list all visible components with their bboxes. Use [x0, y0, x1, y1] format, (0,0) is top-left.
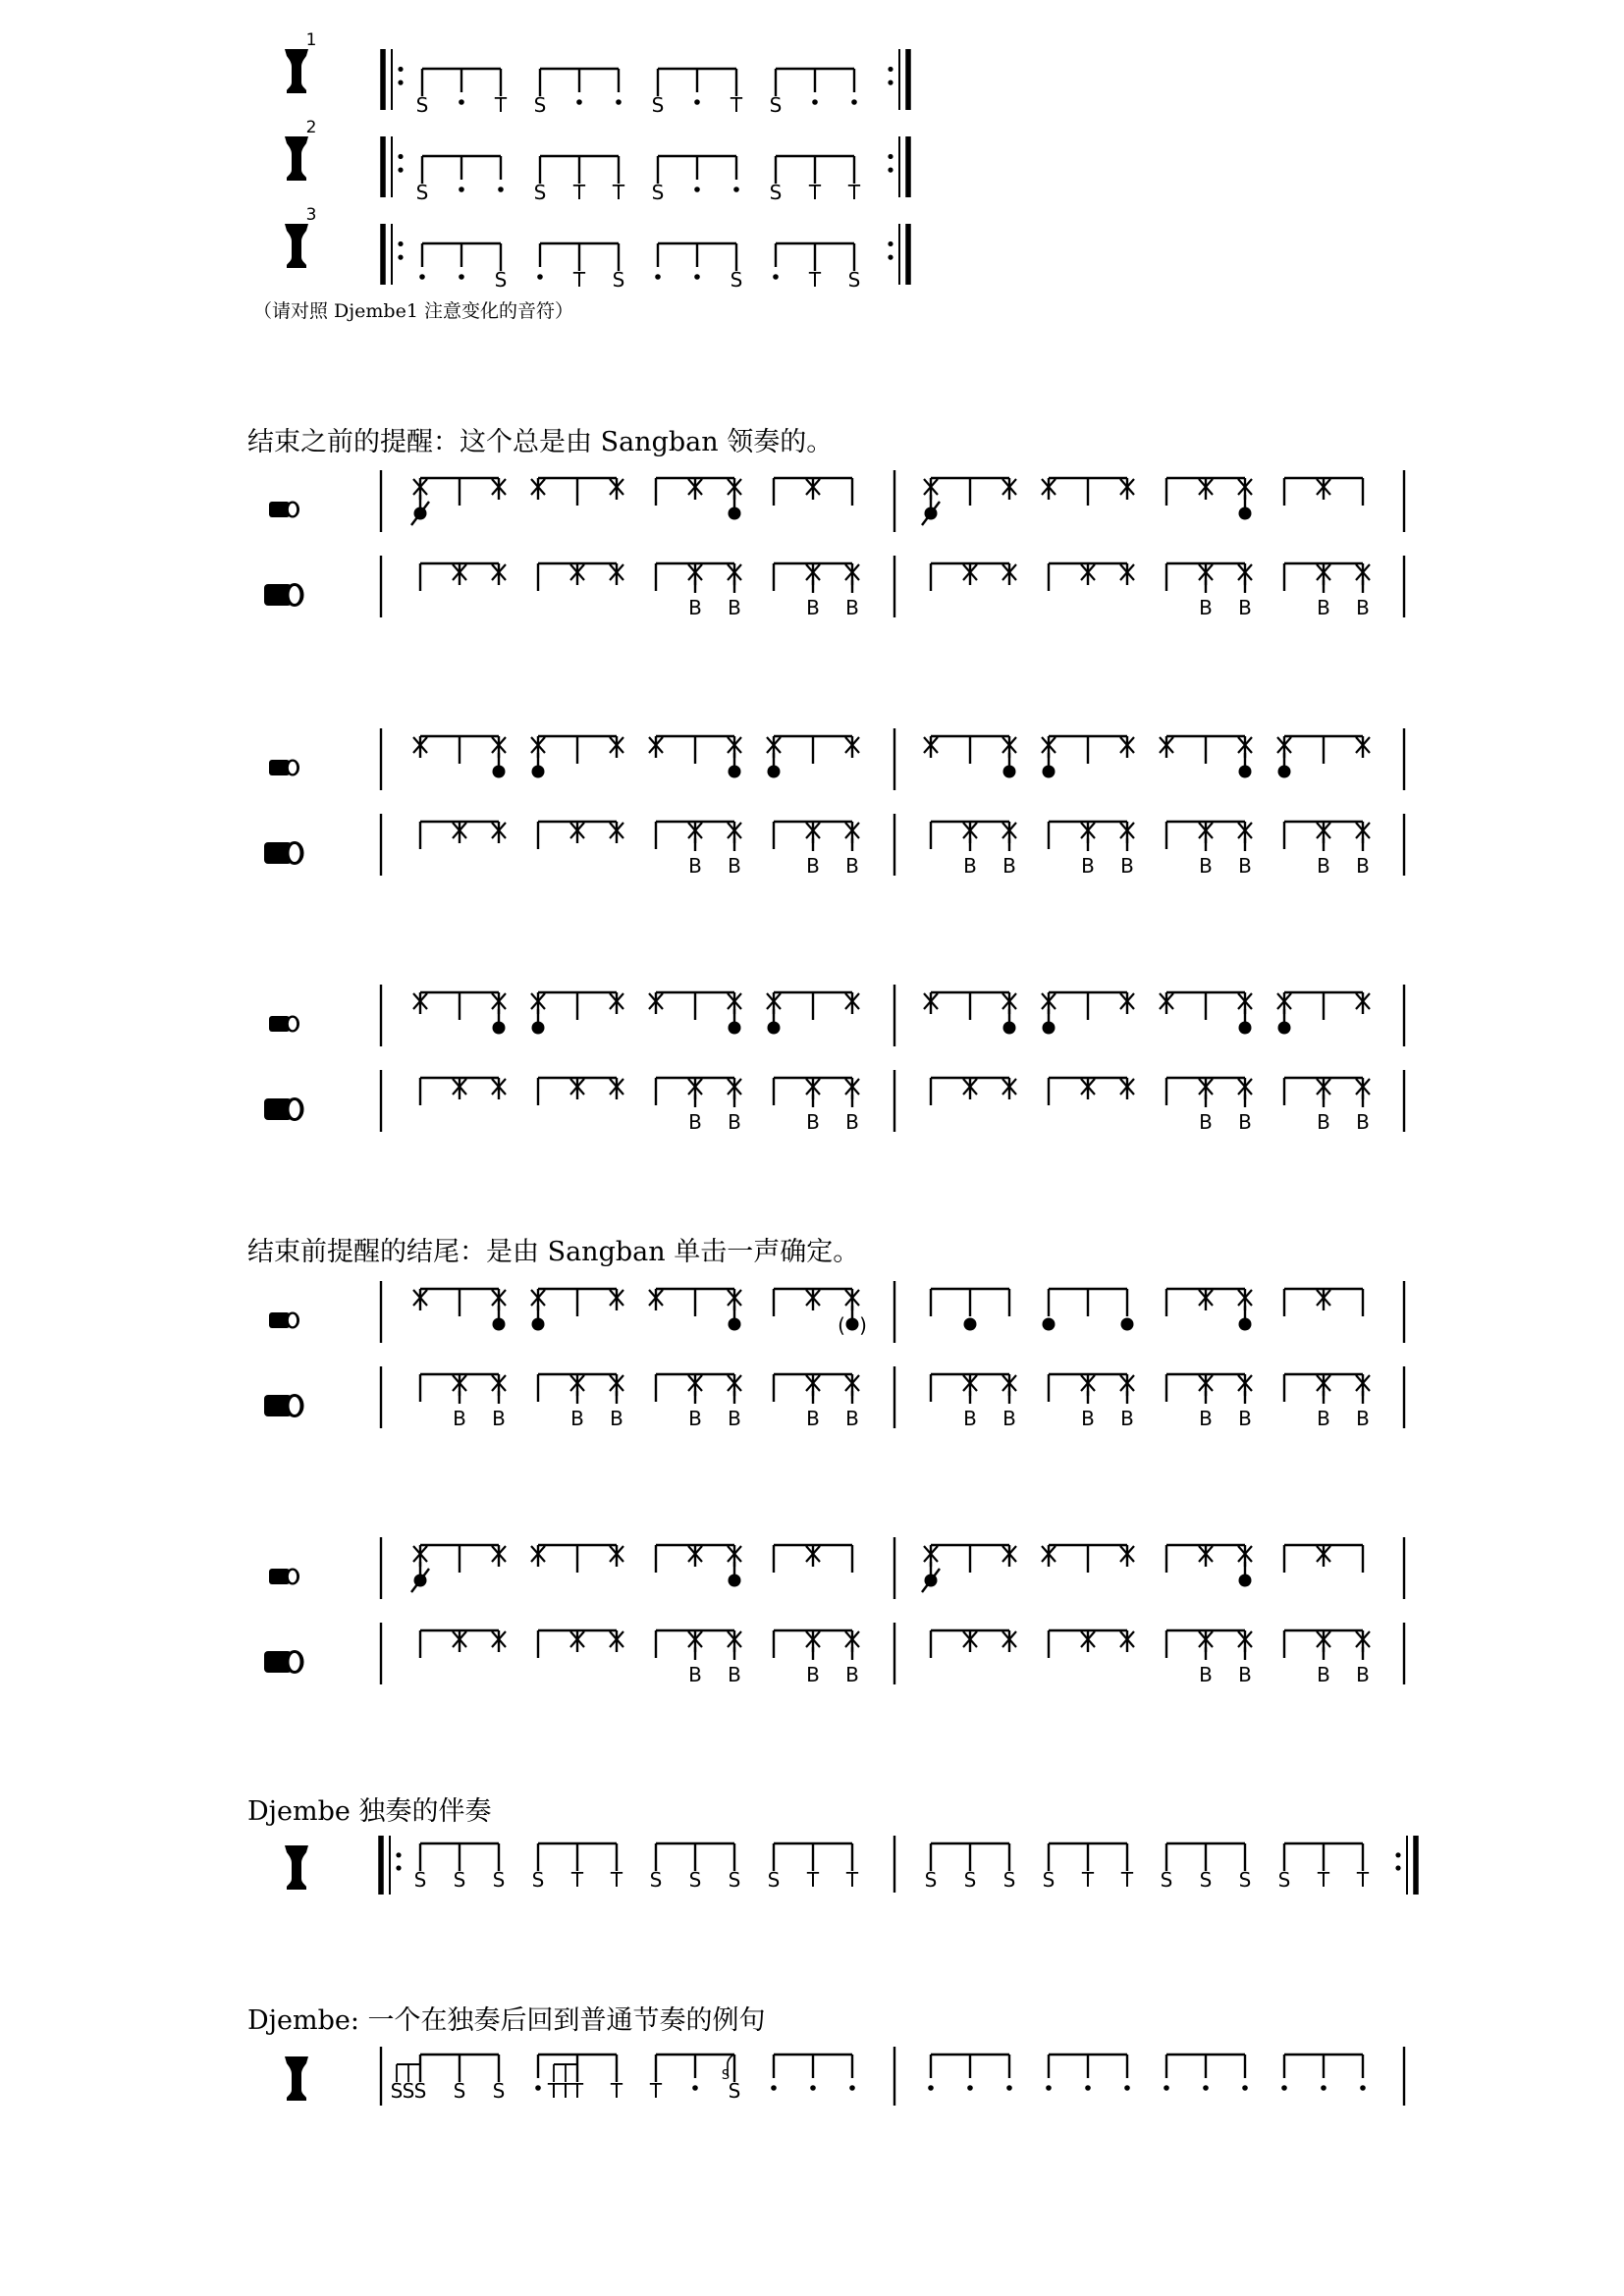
bass-letter: B — [1356, 1407, 1370, 1430]
repeat-dot — [398, 255, 403, 260]
rest-dot — [459, 274, 464, 280]
bass-letter: B — [1081, 854, 1095, 878]
rest-dot — [655, 274, 661, 280]
bass-letter: B — [806, 1110, 820, 1134]
paren: ( — [838, 1313, 845, 1337]
rest-dot — [535, 2085, 541, 2091]
bell-note — [964, 1318, 977, 1331]
dundun-icon — [264, 1650, 304, 1674]
bass-letter: B — [963, 854, 977, 878]
bell-note — [1239, 766, 1252, 778]
stroke-letter: S — [494, 268, 508, 292]
bass-letter: B — [728, 596, 741, 619]
bass-letter: B — [1199, 1407, 1213, 1430]
rest-dot — [537, 274, 543, 280]
heading-break-call: 结束之前的提醒：这个总是由 Sangban 领奏的。 — [247, 427, 834, 457]
bell-note — [768, 766, 781, 778]
rest-dot — [459, 187, 464, 192]
rest-dot — [498, 187, 504, 192]
bass-letter: B — [963, 1407, 977, 1430]
stroke-letter: S — [769, 93, 783, 117]
stroke-letter: S — [847, 268, 861, 292]
bass-letter: B — [728, 854, 741, 878]
stroke-letter: S — [402, 2079, 415, 2103]
stroke-letter: T — [808, 181, 822, 204]
stroke-letter: T — [649, 2079, 663, 2103]
bass-letter: B — [806, 1663, 820, 1686]
heading-solo-accompaniment: Djembe 独奏的伴奏 — [247, 1796, 492, 1827]
stroke-letter: T — [1081, 1868, 1095, 1892]
bass-letter: B — [1002, 1407, 1016, 1430]
stroke-letter: S — [390, 2079, 404, 2103]
bass-letter: B — [1317, 854, 1330, 878]
stroke-letter: T — [730, 93, 743, 117]
bell-note — [532, 1318, 545, 1331]
repeat-dot — [398, 67, 403, 72]
rest-dot — [1242, 2085, 1248, 2091]
rest-dot — [419, 274, 425, 280]
bass-letter: B — [845, 854, 859, 878]
stroke-letter: S — [769, 181, 783, 204]
repeat-dot — [888, 255, 893, 260]
rest-dot — [576, 99, 582, 105]
bass-letter: B — [610, 1407, 623, 1430]
bell-note — [1003, 766, 1016, 778]
djembe-icon — [285, 136, 308, 181]
bass-letter: B — [845, 1407, 859, 1430]
bell-note — [729, 507, 741, 520]
bell-note — [532, 1022, 545, 1035]
bell-note — [1278, 766, 1291, 778]
repeat-dot — [398, 241, 403, 246]
stroke-letter: T — [570, 1868, 584, 1892]
repeat-dot — [1395, 1865, 1400, 1870]
bell-note — [1043, 1318, 1056, 1331]
stroke-letter: T — [572, 268, 586, 292]
stroke-letter: S — [531, 1868, 545, 1892]
repeat-dot — [888, 67, 893, 72]
rest-dot — [928, 2085, 934, 2091]
djembe-icon — [285, 224, 308, 268]
bass-letter: B — [1356, 1110, 1370, 1134]
stroke-letter: T — [547, 2079, 561, 2103]
rest-dot — [694, 99, 700, 105]
stroke-letter: S — [1238, 1868, 1252, 1892]
sangban-icon — [269, 760, 299, 776]
stroke-letter: T — [808, 268, 822, 292]
sangban-icon — [269, 1312, 299, 1329]
bell-note — [493, 1022, 506, 1035]
stroke-letter: S — [413, 2079, 427, 2103]
dundun-icon — [264, 1394, 304, 1417]
bass-letter: B — [688, 854, 702, 878]
stroke-letter: S — [415, 181, 429, 204]
stroke-letter: S — [651, 181, 665, 204]
bell-note — [729, 1318, 741, 1331]
paren: ) — [859, 1313, 867, 1337]
bass-letter: B — [728, 1407, 741, 1430]
bass-letter: B — [806, 854, 820, 878]
bell-note — [1043, 766, 1056, 778]
bass-letter: B — [1317, 596, 1330, 619]
rest-dot — [1124, 2085, 1130, 2091]
bass-letter: B — [688, 596, 702, 619]
stroke-letter: S — [453, 2079, 466, 2103]
stroke-letter: T — [847, 181, 861, 204]
bass-letter: B — [845, 1110, 859, 1134]
rest-dot — [849, 2085, 855, 2091]
stroke-letter: S — [728, 2079, 741, 2103]
sangban-icon — [269, 502, 299, 518]
stroke-letter: S — [492, 2079, 506, 2103]
repeat-dot — [1395, 1852, 1400, 1857]
bass-letter: B — [728, 1663, 741, 1686]
bass-letter: B — [1356, 854, 1370, 878]
stroke-letter: T — [559, 2079, 572, 2103]
stroke-letter: S — [730, 268, 743, 292]
rest-dot — [851, 99, 857, 105]
rest-dot — [616, 99, 622, 105]
bell-note — [1239, 1575, 1252, 1587]
bell-note — [1043, 1022, 1056, 1035]
bass-letter: B — [1356, 1663, 1370, 1686]
bass-letter: B — [1238, 1407, 1252, 1430]
dundun-icon — [264, 583, 304, 607]
stroke-letter: S — [533, 93, 547, 117]
bass-letter: B — [1238, 1110, 1252, 1134]
stroke-letter: S — [649, 1868, 663, 1892]
bass-letter: B — [1120, 854, 1134, 878]
stroke-letter: S — [728, 1868, 741, 1892]
rest-dot — [1046, 2085, 1052, 2091]
variation-number: 2 — [305, 118, 317, 137]
stroke-letter: S — [1160, 1868, 1173, 1892]
variation-number: 3 — [305, 205, 317, 225]
grace-letter: S — [721, 2068, 731, 2083]
rest-dot — [773, 274, 779, 280]
rest-dot — [459, 99, 464, 105]
bass-letter: B — [1356, 596, 1370, 619]
bass-letter: B — [1120, 1407, 1134, 1430]
bell-note — [1239, 1022, 1252, 1035]
stroke-letter: S — [1042, 1868, 1056, 1892]
rest-dot — [1360, 2085, 1366, 2091]
bell-note — [1239, 1318, 1252, 1331]
sangban-icon — [269, 1569, 299, 1585]
bass-letter: B — [1317, 1407, 1330, 1430]
bell-note — [729, 1575, 741, 1587]
rest-dot — [694, 187, 700, 192]
bass-letter: B — [1199, 1663, 1213, 1686]
bass-letter: B — [845, 1663, 859, 1686]
bass-letter: B — [806, 1407, 820, 1430]
bell-note — [1121, 1318, 1134, 1331]
bell-note — [846, 1318, 859, 1331]
stroke-letter: T — [1356, 1868, 1370, 1892]
repeat-dot — [888, 80, 893, 85]
rest-dot — [771, 2085, 777, 2091]
bass-letter: B — [1317, 1110, 1330, 1134]
repeat-dot — [398, 168, 403, 173]
stroke-letter: S — [651, 93, 665, 117]
bass-letter: B — [688, 1110, 702, 1134]
repeat-dot — [398, 154, 403, 159]
bass-letter: B — [1199, 596, 1213, 619]
bass-letter: B — [1238, 854, 1252, 878]
stroke-letter: S — [612, 268, 625, 292]
stroke-letter: T — [572, 181, 586, 204]
bell-note — [729, 766, 741, 778]
bell-note — [729, 1022, 741, 1035]
rest-dot — [1203, 2085, 1209, 2091]
variation-number: 1 — [305, 30, 317, 50]
bass-letter: B — [570, 1407, 584, 1430]
stroke-letter: S — [688, 1868, 702, 1892]
bass-letter: B — [1081, 1407, 1095, 1430]
rest-dot — [967, 2085, 973, 2091]
stroke-letter: S — [1199, 1868, 1213, 1892]
stroke-letter: S — [1002, 1868, 1016, 1892]
stroke-letter: T — [570, 2079, 584, 2103]
bass-letter: B — [1317, 1663, 1330, 1686]
repeat-dot — [398, 80, 403, 85]
rest-dot — [1321, 2085, 1326, 2091]
stroke-letter: T — [1317, 1868, 1330, 1892]
rest-dot — [694, 274, 700, 280]
stroke-letter: S — [492, 1868, 506, 1892]
stroke-letter: T — [494, 93, 508, 117]
rest-dot — [733, 187, 739, 192]
stroke-letter: T — [806, 1868, 820, 1892]
dundun-icon — [264, 1097, 304, 1121]
bell-note — [768, 1022, 781, 1035]
bell-note — [1003, 1022, 1016, 1035]
rest-dot — [1164, 2085, 1169, 2091]
stroke-letter: T — [1120, 1868, 1134, 1892]
stroke-letter: T — [612, 181, 625, 204]
bell-note — [493, 766, 506, 778]
bass-letter: B — [688, 1407, 702, 1430]
comparison-note: （请对照 Djembe1 注意变化的音符） — [253, 300, 573, 322]
repeat-dot — [888, 154, 893, 159]
stroke-letter: S — [413, 1868, 427, 1892]
rest-dot — [1006, 2085, 1012, 2091]
rest-dot — [692, 2085, 698, 2091]
bell-note — [1278, 1022, 1291, 1035]
stroke-letter: S — [963, 1868, 977, 1892]
bass-letter: B — [688, 1663, 702, 1686]
stroke-letter: S — [533, 181, 547, 204]
stroke-letter: T — [610, 1868, 623, 1892]
bass-letter: B — [1238, 596, 1252, 619]
bass-letter: B — [845, 596, 859, 619]
heading-break-end: 结束前提醒的结尾：是由 Sangban 单击一声确定。 — [247, 1237, 860, 1267]
bass-letter: B — [1002, 854, 1016, 878]
stroke-letter: T — [610, 2079, 623, 2103]
djembe-icon — [285, 2056, 308, 2101]
stroke-letter: S — [453, 1868, 466, 1892]
rest-dot — [810, 2085, 816, 2091]
bass-letter: B — [1238, 1663, 1252, 1686]
bell-note — [1239, 507, 1252, 520]
bass-letter: B — [728, 1110, 741, 1134]
bass-letter: B — [1199, 854, 1213, 878]
stroke-letter: S — [415, 93, 429, 117]
rest-dot — [812, 99, 818, 105]
sangban-icon — [269, 1016, 299, 1033]
stroke-letter: S — [1277, 1868, 1291, 1892]
rest-dot — [1281, 2085, 1287, 2091]
bell-note — [532, 766, 545, 778]
djembe-icon — [285, 49, 308, 93]
bass-letter: B — [1199, 1110, 1213, 1134]
stroke-letter: T — [845, 1868, 859, 1892]
bass-letter: B — [806, 596, 820, 619]
repeat-dot — [396, 1852, 401, 1857]
heading-return-phrase: Djembe: 一个在独奏后回到普通节奏的例句 — [247, 2005, 766, 2036]
bass-letter: B — [453, 1407, 466, 1430]
repeat-dot — [888, 168, 893, 173]
dundun-icon — [264, 841, 304, 865]
djembe-icon — [285, 1845, 308, 1890]
bell-note — [493, 1318, 506, 1331]
bass-letter: B — [492, 1407, 506, 1430]
rest-dot — [1085, 2085, 1091, 2091]
repeat-dot — [396, 1865, 401, 1870]
stroke-letter: S — [924, 1868, 938, 1892]
repeat-dot — [888, 241, 893, 246]
stroke-letter: S — [767, 1868, 781, 1892]
